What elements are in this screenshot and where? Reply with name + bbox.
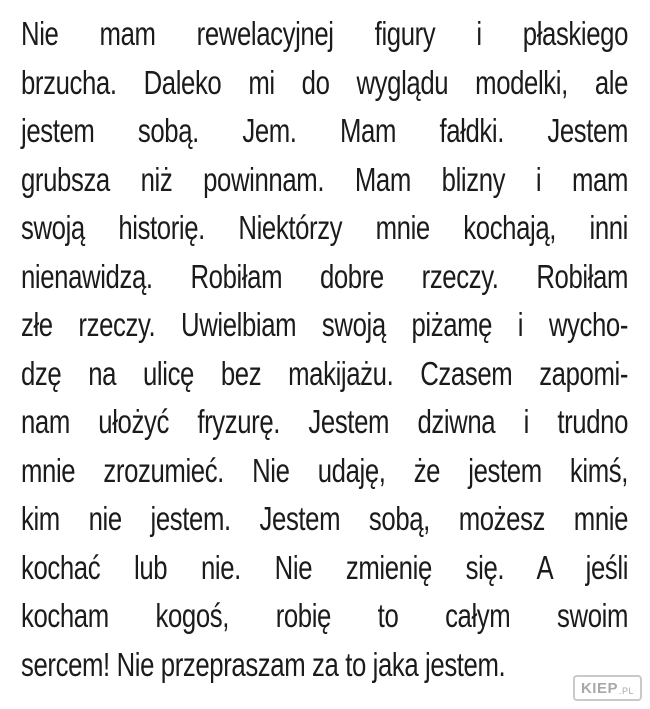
quote-line <box>21 156 629 205</box>
quote-line <box>21 59 629 108</box>
quote-line <box>21 253 629 302</box>
quote-line <box>21 350 629 399</box>
quote-line <box>21 495 629 544</box>
quote-line-text: nienawidzą. Robiłam dobre rzeczy. Robiłam <box>21 257 629 295</box>
quote-line-text: sercem! Nie przepraszam za to jaka jestem. <box>21 645 506 683</box>
quote-line <box>21 447 629 496</box>
quote-line-text: brzucha. Daleko mi do wyglądu modelki, ale <box>21 63 629 101</box>
quote-line-text: mnie zrozumieć. Nie udaję, że jestem kimś, <box>21 451 629 489</box>
quote-text-block <box>21 10 629 689</box>
quote-line <box>21 10 629 59</box>
quote-line <box>21 398 629 447</box>
quote-line <box>21 544 629 593</box>
quote-line <box>21 107 629 156</box>
quote-line <box>21 301 629 350</box>
quote-line-text: swoją historię. Niektórzy mnie kochają, inni <box>21 209 629 246</box>
quote-line-text: kim nie jestem. Jestem sobą, możesz mnie <box>21 500 629 537</box>
watermark-domain: .PL <box>618 686 634 696</box>
quote-line <box>21 204 629 253</box>
quote-line-text: Nie mam rewelacyjnej figury i płaskiego <box>21 15 629 52</box>
quote-line-text: jestem sobą. Jem. Mam fałdki. Jestem <box>21 112 629 149</box>
quote-line-text: dzę na ulicę bez makijażu. Czasem zapomi- <box>21 354 629 392</box>
quote-line <box>21 592 629 641</box>
quote-line-text: kocham kogoś, robię to całym swoim <box>21 597 629 634</box>
quote-line-last <box>21 641 629 690</box>
quote-line-text: nam ułożyć fryzurę. Jestem dziwna i trudno <box>21 403 629 440</box>
quote-line-text: kochać lub nie. Nie zmienię się. A jeśli <box>21 548 629 586</box>
quote-line-text: złe rzeczy. Uwielbiam swoją piżamę i wycho- <box>21 306 629 343</box>
watermark-brand: KIEP <box>580 679 618 697</box>
quote-line-text: grubsza niż powinnam. Mam blizny i mam <box>21 160 629 198</box>
kiep-watermark-logo <box>573 675 642 701</box>
